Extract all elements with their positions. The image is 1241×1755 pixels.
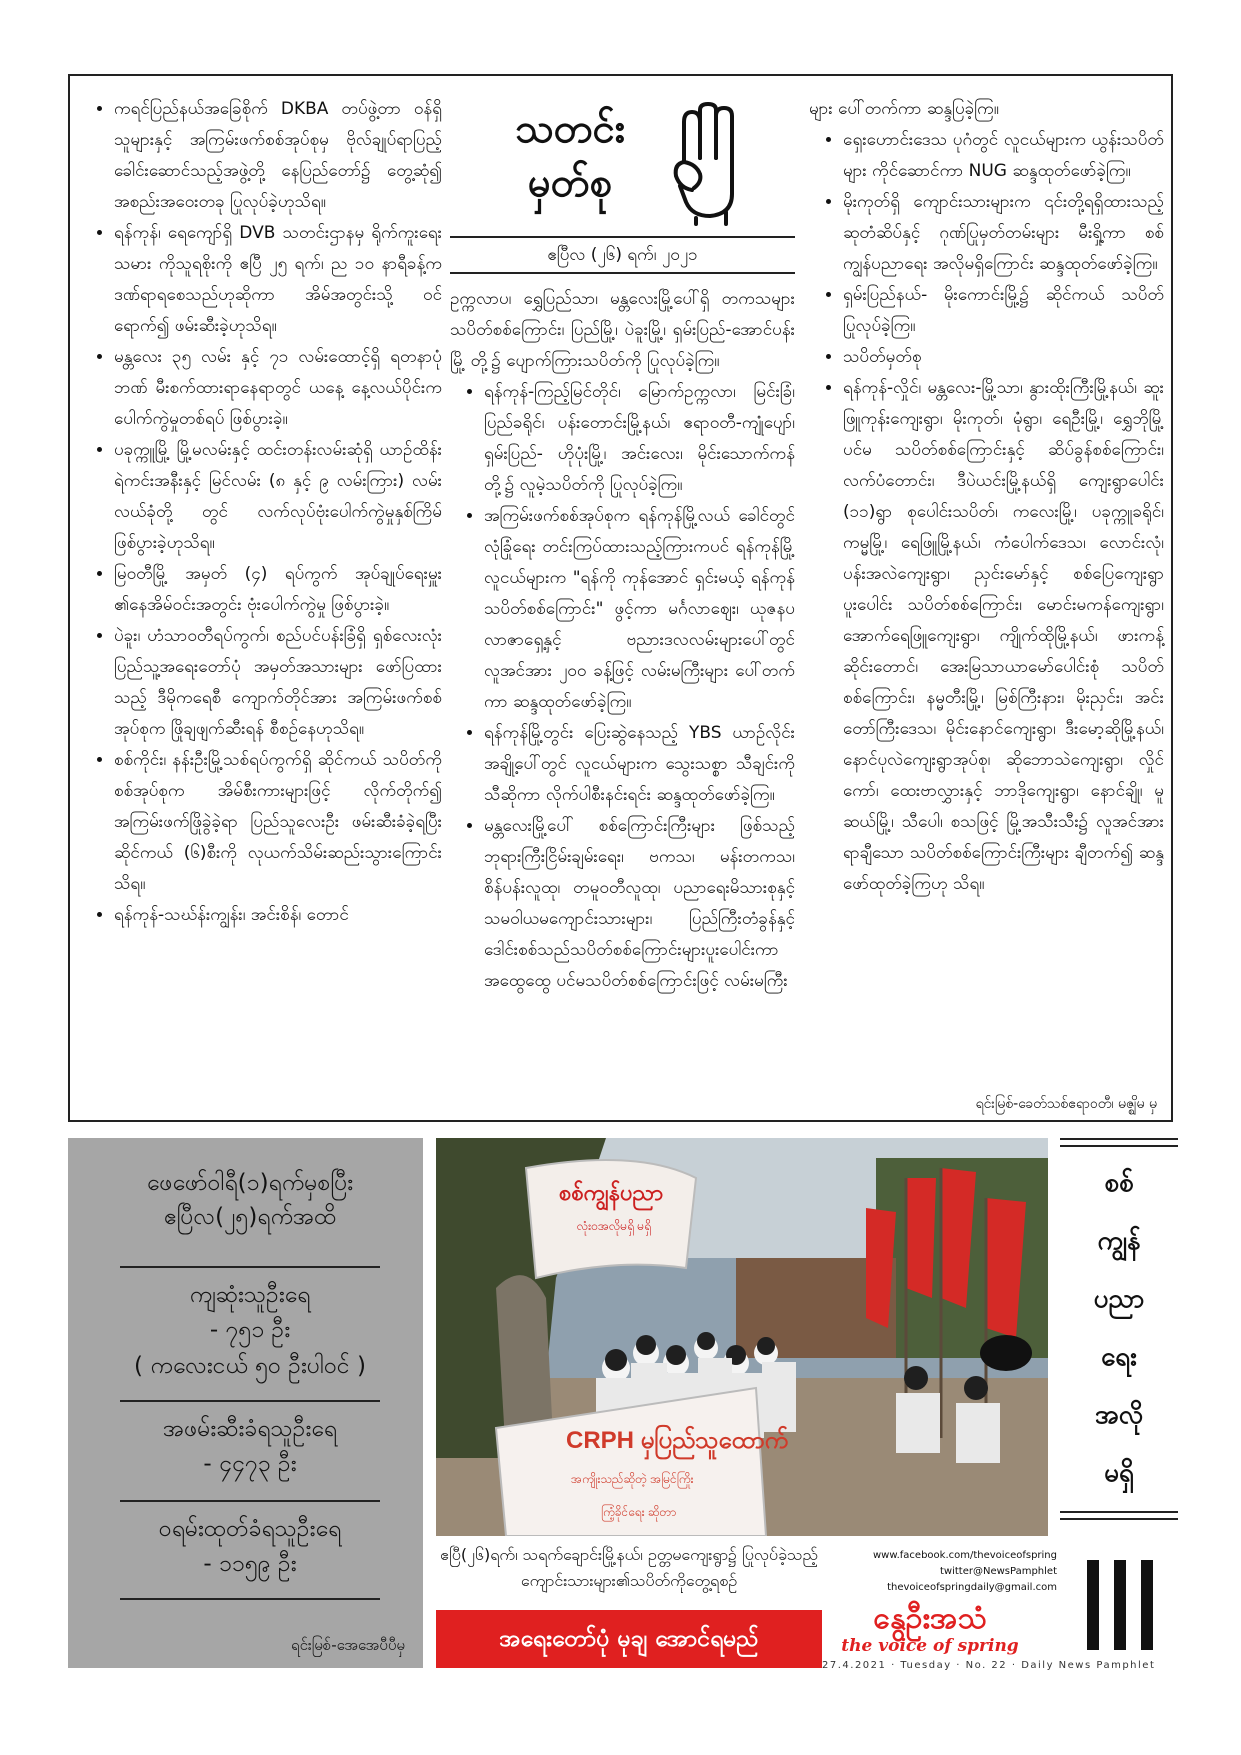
divider xyxy=(120,1400,380,1402)
photo-banner-bottom-line1: CRPH မှပြည်သူထောက် xyxy=(566,1427,789,1454)
column-middle xyxy=(450,94,795,997)
three-finger-salute-icon xyxy=(670,102,752,226)
slogan-word: အလို xyxy=(1094,1400,1144,1430)
contacts xyxy=(832,1548,1057,1596)
list-item: • ကရင်ပြည်နယ်အခြေစိုက် DKBA တပ်ဖွဲ့တာ ဝန်ရှိသူများနှင့် အကြမ်းဖက်စစ်အုပ်စုမှ ဗိုလ်ချုပ်ရာပြည့် ခေါင်းဆောင်သည့်အဖွဲ့တို့ နေပြည်တော်၌ တွေ့ဆုံ၍ အစည်းအဝေးတခု ပြုလုပ်ခဲ့ဟုသိရ။ xyxy=(114,94,442,218)
slogan-word: ကျွန် xyxy=(1097,1226,1141,1256)
list-item: • မြဝတီမြို့ အမှတ် (၄) ရပ်ကွက် အုပ်ချုပ်ရေးမှူး ၏နေအိမ်ဝင်းအတွင်း ဗုံးပေါက်ကွဲမှု ဖြစ်ပွားခဲ့။ xyxy=(114,559,442,621)
source-credit: ရင်းမြစ်-ခေတ်သစ်ဧရာဝတီ၊ မဇ္ဈိမ မှ xyxy=(975,1096,1157,1112)
list-item: • ရှမ်းပြည်နယ်- မိုးကောင်းမြို့၌ ဆိုင်ကယ် သပိတ်ပြုလုပ်ခဲ့ကြ။ xyxy=(843,280,1164,342)
stats-arrested xyxy=(120,1412,380,1482)
slogan-word: မရှိ xyxy=(1104,1458,1134,1488)
left-bullet-list xyxy=(80,94,442,931)
dead-value: - ၇၅၁ ဦး xyxy=(209,1317,291,1343)
warrant-label: ဝရမ်းထုတ်ခံရသူဦးရေ xyxy=(158,1516,342,1542)
issue-date: ဧပြီလ (၂၆) ရက်၊ ၂၀၂၁ xyxy=(450,236,795,274)
photo-banner-bottom-line3: ကြံ့ခိုင်ရေး ဆိုတာ xyxy=(601,1505,677,1519)
three-bars-icon xyxy=(1075,1560,1165,1650)
divider xyxy=(120,1500,380,1502)
column-right xyxy=(809,94,1164,900)
stats-period xyxy=(120,1166,380,1234)
list-item: • သပိတ်မှတ်စု xyxy=(843,342,1164,373)
arrested-label: အဖမ်းဆီးခံရသူဦးရေ xyxy=(163,1416,337,1442)
middle-bullet-list xyxy=(450,377,795,997)
stats-period-text: ဖေဖော်ဝါရီ(၁)ရက်မှစပြီး ဧပြီလ(၂၅)ရက်အထိ xyxy=(146,1170,354,1230)
masthead xyxy=(450,94,795,284)
list-item: • စစ်ကိုင်း၊ နန်းဦးမြို့သစ်ရပ်ကွက်ရှိ ဆိုင်ကယ် သပိတ်ကို စစ်အုပ်စုက အိမ်စီးကားများဖြင့် လိုက်တိုက်၍ အကြမ်းဖက်ဖြိုခွဲခဲ့ရာ ပြည်သူလေးဦး ဖမ်းဆီးခံခဲ့ရပြီး ဆိုင်ကယ် (၆)စီးကို လုယက်သိမ်းဆည်းသွားကြောင်း သိရ။ xyxy=(114,745,442,900)
twitter-link[interactable]: twitter@NewsPamphlet xyxy=(940,1566,1057,1577)
dead-note: ( ကလေးငယ် ၅၀ ဦးပါဝင် ) xyxy=(134,1353,366,1379)
slogan-word: ရေး xyxy=(1101,1342,1137,1372)
photo-banner-bottom-line2: အကျိုးသည်ဆိုတဲ့ အမြင်ကြိုး xyxy=(571,1472,694,1486)
list-item: • မိုးကုတ်ရှိ ကျောင်းသားများက ၎င်းတို့ရရှိထားသည့် ဆုတံဆိပ်နှင့် ဂုဏ်ပြုမှတ်တမ်းများ မီးရှို့ကာ စစ်ကျွန်ပညာရေး အလိုမရှိကြောင်း ဆန္ဒထုတ်ဖော်ခဲ့ကြ။ xyxy=(843,187,1164,280)
divider xyxy=(1060,1511,1178,1513)
email-link[interactable]: thevoiceofspringdaily@gmail.com xyxy=(887,1582,1057,1593)
list-item: • ပဲခူး၊ ဟံသာဝတီရပ်ကွက်၊ စည်ပင်ပန်းခြံရှိ ရှစ်လေးလုံး ပြည်သူ့အရေးတော်ပုံ အမှတ်အသားများ ဖော်ပြထားသည့် ဒီမိုကရေစီ ကျောက်တိုင်အား အကြမ်းဖက်စစ်အုပ်စုက ဖြိုချဖျက်ဆီးရန် စီစဉ်နေဟုသိရ။ xyxy=(114,621,442,745)
masthead-title-line1: သတင်း xyxy=(515,106,625,152)
photo-banner-top-line1: စစ်ကျွန်ပညာ xyxy=(558,1180,664,1205)
side-slogan xyxy=(1060,1138,1178,1520)
issue-footer: 27.4.2021 · Tuesday · No. 22 · Daily News Pamphlet xyxy=(822,1660,1156,1671)
middle-lead-text: ဥက္ကလာပ၊ ရွှေပြည်သာ၊ မန္တလေးမြို့ပေါ်ရှိ တကသများ သပိတ်စစ်ကြောင်း၊ ပြည်မြို့၊ ပဲခူးမြို့၊ ရှမ်းပြည်-အောင်ပန်းမြို့ တို့၌ ပျောက်ကြားသပိတ်ကို ပြုလုပ်ခဲ့ကြ။ xyxy=(450,289,795,371)
list-item: • မန္တလေး ၃၅ လမ်း နှင့် ၇၁ လမ်းထောင့်ရှိ ရတနာပုံဘဏ် မီးစက်ထားရာနေရာတွင် ယနေ့ နေ့လယ်ပိုင်းက ပေါက်ကွဲမှုတစ်ရပ် ဖြစ်ပွားခဲ့။ xyxy=(114,342,442,435)
divider xyxy=(1060,1145,1178,1147)
list-item: • ရှေးဟောင်းဒေသ ပုဂံတွင် လူငယ်များက ယွန်းသပိတ်များ ကိုင်ဆောင်ကာ NUG ဆန္ဒထုတ်ဖော်ခဲ့ကြ။ xyxy=(843,125,1164,187)
list-item: • အကြမ်းဖက်စစ်အုပ်စုက ရန်ကုန်မြို့လယ် ခေါင်တွင် လုံခြုံရေး တင်းကြပ်ထားသည့်ကြားကပင် ရန်ကုန်မြို့လူငယ်များက "ရန်ကို ကုန်အောင် ရှင်းမယ့် ရန်ကုန်သပိတ်စစ်ကြောင်း" ဖွင့်ကာ မင်္ဂလာဈေး၊ ယုဇနပလာဇာရှေ့နှင့် ဗညားဒလလမ်းများပေါ်တွင် လူအင်အား ၂၀၀ ခန့်ဖြင့် လမ်းမကြီးများ ပေါ်တက်ကာ ဆန္ဒထုတ်ဖော်ခဲ့ကြ။ xyxy=(484,501,795,718)
warrant-value: - ၁၁၅၉ ဦး xyxy=(203,1551,297,1577)
protest-photo-illustration xyxy=(436,1138,1048,1536)
divider xyxy=(120,1266,380,1268)
facebook-link[interactable]: www.facebook.com/thevoiceofspring xyxy=(872,1550,1057,1561)
masthead-title-line2: မှတ်စု xyxy=(527,160,613,206)
arrested-value: - ၄၄၇၃ ဦး xyxy=(203,1451,297,1477)
right-lead-text: များ ပေါ်တက်ကာ ဆန္ဒပြခဲ့ကြ။ xyxy=(809,99,999,119)
brand-logo-my: နွေဦးအသံ xyxy=(873,1601,987,1636)
list-item: • ပခုက္ကူမြို့ မြို့မလမ်းနှင့် ထင်းတန်းလမ်းဆုံရှိ ယာဉ်ထိန်းရဲကင်းအနီးနှင့် မြင်လမ်း (၈ နှင့် ၉ လမ်းကြား) လမ်းလယ်ခုံတို့ တွင် လက်လုပ်ဗုံးပေါက်ကွဲမှုနှစ်ကြိမ် ဖြစ်ပွားခဲ့ဟုသိရ။ xyxy=(114,435,442,559)
photo-caption: ဧပြီ(၂၆)ရက်၊ သရက်ချောင်းမြို့နယ်၊ ဥတ္တမကျေးရွာ၌ ပြုလုပ်ခဲ့သည့် ကျောင်းသားများ၏သပိတ်ကိုတွေ့ရစဉ် xyxy=(440,1545,818,1590)
list-item: • ရန်ကုန်၊ ရေကျော်ရှိ DVB သတင်းဌာနမှ ရိုက်ကူးရေးသမား ကိုသူရစိုးကို ဧပြီ ၂၅ ရက်၊ ည ၁၀ နာရီခန့်က ဒဏ်ရာရစေသည်ဟုဆိုကာ အိမ်အတွင်းသို့ ဝင်ရောက်၍ ဖမ်းဆီးခဲ့ဟုသိရ။ xyxy=(114,218,442,342)
slogan-word: ပညာ xyxy=(1093,1284,1145,1314)
list-item: • ရန်ကုန်မြို့တွင်း ပြေးဆွဲနေသည့် YBS ယာဉ်လိုင်းအချို့ပေါ်တွင် လူငယ်များက သွေးသစ္စာ သီချင်းကို သီဆိုကာ လိုက်ပါစီးနင်းရင်း ဆန္ဒထုတ်ဖော်ခဲ့ကြ။ xyxy=(484,718,795,811)
masthead-title xyxy=(500,102,640,210)
stats-warrant xyxy=(120,1512,380,1582)
brand-logo-en: the voice of spring xyxy=(841,1636,1019,1656)
list-item: • ရန်ကုန်-လှိုင်၊ မန္တလေး-မြို့သာ၊ နွားထိုးကြီးမြို့နယ်၊ ဆူးဖြူကုန်းကျေးရွာ၊ မိုးကုတ်၊ မုံရွာ၊ ရေဦးမြို့၊ ရွှေဘိုမြို့ပင်မ သပိတ်စစ်ကြောင်းနှင့် ဆိပ်ခွန်စစ်ကြောင်း၊ လက်ပံတောင်း၊ ဒီပဲယင်းမြို့နယ်ရှိ ကျေးရွာပေါင်း (၁၁)ရွာ စုပေါင်းသပိတ်၊ ကလေးမြို့၊ ပခုက္ကူခရိုင်၊ ကမ္မမြို့၊ ရေဖြူမြို့နယ်၊ ကံပေါက်ဒေသ၊ လောင်းလုံ၊ ပန်းအလဲကျေးရွာ၊ ညှင်းမော်နှင့် စစ်ပြေကျေးရွာ ပူးပေါင်း သပိတ်စစ်ကြောင်း၊ မောင်းမကန်ကျေးရွာ၊ အောက်ရေဖြူကျေးရွာ၊ ကျိုက်ထိုမြို့နယ်၊ ဖားကန့်ဆိုင်းတောင်၊ အေးမြသာယာမော်ပေါင်းစုံ သပိတ်စစ်ကြောင်း၊ နမ္မတီးမြို့၊ မြစ်ကြီးနား၊ မိုးညှင်း၊ အင်းတော်ကြီးဒေသ၊ မိုင်းနောင်ကျေးရွာ၊ ဒီးမော့ဆိုမြို့နယ်၊ နောင်ပုလဲကျေးရွာအုပ်စု၊ ဆိုဘောသဲကျေးရွာ၊ လှိုင်ကော်၊ ထေးဗာလွှားနှင့် ဘာဒိုကျေးရွာ၊ နောင်ချို၊ မူဆယ်မြို့၊ သီပေါ၊ စသဖြင့် မြို့အသီးသီး၌ လူအင်အား ရာချီသော သပိတ်စစ်ကြောင်းကြီးများ ချီတက်၍ ဆန္ဒဖော်ထုတ်ခဲ့ကြဟု သိရ။ xyxy=(843,373,1164,900)
right-bullet-list xyxy=(809,125,1164,900)
casualty-stats-box xyxy=(68,1138,423,1668)
protest-photo xyxy=(436,1138,1048,1536)
divider xyxy=(120,1598,380,1600)
dead-label: ကျဆုံးသူဦးရေ xyxy=(189,1282,311,1308)
news-frame xyxy=(68,74,1173,1122)
list-item: • မန္တလေးမြို့ပေါ် စစ်ကြောင်းကြီးများ ဖြစ်သည့် ဘုရားကြီးငြိမ်းချမ်းရေး၊ ဗကသ၊ မန်းတကသ၊ စိန်ပန်းလူထု၊ တမူဝတီလူထု၊ ပညာရေးမိသားစုနှင့် သမဝါယမကျောင်းသားများ၊ ပြည်ကြီးတံခွန်နှင့် ဒေါင်းစစ်သည်သပိတ်စစ်ကြောင်းများပူးပေါင်းကာ အထွေထွေ ပင်မသပိတ်စစ်ကြောင်းဖြင့် လမ်းမကြီး xyxy=(484,811,795,997)
stats-dead xyxy=(120,1278,380,1384)
column-left xyxy=(80,94,442,931)
slogan-banner: အရေးတော်ပုံ မုချ အောင်ရမည် xyxy=(436,1610,822,1668)
stats-credit: ရင်းမြစ်-အေအေပီပီမှ xyxy=(290,1636,405,1654)
list-item: • ရန်ကုန်-ကြည့်မြင်တိုင်၊ မြောက်ဥက္ကလာ၊ မြင်းခြံ၊ ပြည်ခရိုင်၊ ပန်းတောင်းမြို့နယ်၊ ဧရာဝတီ-ကျုံပျော်၊ ရှမ်းပြည်- ဟိုပုံးမြို့၊ အင်းလေး၊ မိုင်းသောက်ကန် တို့၌ လူမဲ့သပိတ်ကို ပြုလုပ်ခဲ့ကြ။ xyxy=(484,377,795,501)
photo-banner-top-line2: လုံးဝအလိုမရှိ မရှိ xyxy=(576,1219,652,1233)
list-item: • ရန်ကုန်-သဃ်န်းကျွန်း၊ အင်းစိန်၊ တောင် xyxy=(114,900,442,931)
slogan-word: စစ် xyxy=(1104,1168,1134,1198)
